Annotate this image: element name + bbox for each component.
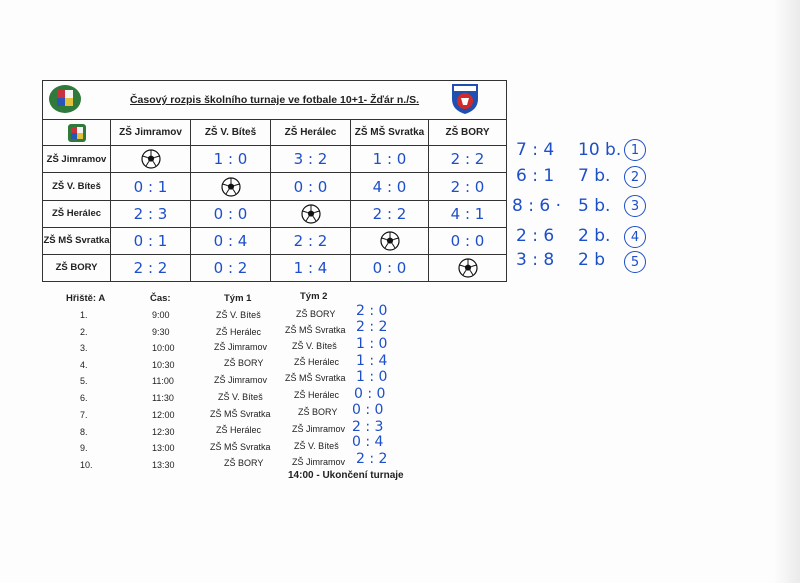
total-score: 6 : 1 xyxy=(516,166,555,186)
table-title: Časový rozpis školního turnaje ve fotbale 10+1- Žďár n./S. xyxy=(129,94,420,107)
match-number: 5. xyxy=(80,376,88,386)
match-score: 0 : 0 xyxy=(352,402,384,418)
page-edge-shadow xyxy=(774,0,800,583)
match-time: 10:30 xyxy=(152,360,175,370)
score-cell: 3 : 2 xyxy=(271,146,351,173)
total-points: 5 b. xyxy=(578,196,611,216)
match-team2: ZŠ Jimramov xyxy=(292,457,346,467)
tournament-end-note: 14:00 - Ukončení turnaje xyxy=(288,470,404,481)
score-cell: 2 : 3 xyxy=(111,200,191,227)
score-cell: 0 : 0 xyxy=(351,254,429,281)
match-score: 2 : 3 xyxy=(352,419,384,435)
match-team2: ZŠ V. Bíteš xyxy=(292,341,337,351)
total-score: 3 : 8 xyxy=(516,250,555,270)
match-time: 10:00 xyxy=(152,343,175,353)
table-row xyxy=(43,227,507,254)
match-number: 10. xyxy=(80,460,93,470)
total-points: 2 b xyxy=(578,250,606,270)
match-number: 2. xyxy=(80,327,88,337)
match-time: 11:00 xyxy=(152,376,174,386)
score-cell: 0 : 1 xyxy=(111,227,191,254)
score-cell: 2 : 2 xyxy=(429,146,507,173)
table-row xyxy=(43,173,507,200)
score-cell: 1 : 4 xyxy=(271,254,351,281)
table-row xyxy=(43,254,507,281)
football-icon xyxy=(221,177,241,197)
total-score: 2 : 6 xyxy=(516,226,555,246)
team1-header: Tým 1 xyxy=(224,293,252,304)
match-score: 1 : 0 xyxy=(356,336,388,352)
score-cell: 2 : 0 xyxy=(429,173,507,200)
match-team1: ZŠ V. Bíteš xyxy=(216,310,261,320)
regional-logo-icon xyxy=(48,84,82,114)
football-icon xyxy=(301,204,321,224)
row-header: ZŠ Jimramov xyxy=(43,146,111,173)
score-cell: 0 : 0 xyxy=(191,200,271,227)
district-logo-icon xyxy=(66,123,88,143)
score-cell: 0 : 1 xyxy=(111,173,191,200)
score-cell: 0 : 0 xyxy=(429,227,507,254)
match-team2: ZŠ Herálec xyxy=(294,390,340,400)
diagonal-cell xyxy=(111,146,191,173)
match-team1: ZŠ Herálec xyxy=(216,425,262,435)
match-team1: ZŠ MŠ Svratka xyxy=(210,442,271,452)
total-points: 7 b. xyxy=(578,166,611,186)
match-number: 6. xyxy=(80,393,88,403)
match-number: 7. xyxy=(80,410,88,420)
time-header: Čas: xyxy=(150,293,171,304)
place-circle: 4 xyxy=(624,226,646,248)
score-cell: 0 : 2 xyxy=(191,254,271,281)
match-score: 0 : 0 xyxy=(354,386,386,402)
col-header: ZŠ Jimramov xyxy=(111,120,191,146)
total-score: 7 : 4 xyxy=(516,140,555,160)
team2-header: Tým 2 xyxy=(300,291,328,302)
corner-logo-cell xyxy=(43,120,111,146)
row-header: ZŠ V. Bíteš xyxy=(43,173,111,200)
match-team2: ZŠ MŠ Svratka xyxy=(285,373,346,383)
match-team2: ZŠ V. Bíteš xyxy=(294,441,339,451)
diagonal-cell xyxy=(429,254,507,281)
table-title-cell xyxy=(43,81,507,120)
football-icon xyxy=(380,231,400,251)
score-cell: 2 : 2 xyxy=(111,254,191,281)
table-row xyxy=(43,146,507,173)
match-score: 1 : 0 xyxy=(356,369,388,385)
football-icon xyxy=(141,149,161,169)
row-header: ZŠ BORY xyxy=(43,254,111,281)
place-circle: 1 xyxy=(624,139,646,161)
match-score: 1 : 4 xyxy=(356,353,388,369)
match-number: 3. xyxy=(80,343,88,353)
match-team1: ZŠ BORY xyxy=(224,458,264,468)
match-number: 1. xyxy=(80,310,88,320)
match-team2: ZŠ BORY xyxy=(298,407,338,417)
match-time: 13:30 xyxy=(152,460,175,470)
results-crosstable xyxy=(42,80,507,282)
match-number: 4. xyxy=(80,360,88,370)
match-time: 12:30 xyxy=(152,427,175,437)
row-header: ZŠ MŠ Svratka xyxy=(43,227,111,254)
col-header: ZŠ Herálec xyxy=(271,120,351,146)
score-cell: 4 : 0 xyxy=(351,173,429,200)
match-number: 8. xyxy=(80,427,88,437)
match-time: 9:30 xyxy=(152,327,170,337)
football-association-logo-icon xyxy=(448,81,482,115)
match-score: 2 : 2 xyxy=(356,451,388,467)
place-circle: 2 xyxy=(624,166,646,188)
match-team1: ZŠ V. Bíteš xyxy=(218,392,263,402)
diagonal-cell xyxy=(191,173,271,200)
match-team1: ZŠ BORY xyxy=(224,358,264,368)
row-header: ZŠ Herálec xyxy=(43,200,111,227)
place-circle: 3 xyxy=(624,195,646,217)
col-header: ZŠ BORY xyxy=(429,120,507,146)
table-row xyxy=(43,200,507,227)
col-header: ZŠ V. Bíteš xyxy=(191,120,271,146)
match-team1: ZŠ MŠ Svratka xyxy=(210,409,271,419)
match-number: 9. xyxy=(80,443,88,453)
total-points: 2 b. xyxy=(578,226,611,246)
diagonal-cell xyxy=(351,227,429,254)
score-cell: 1 : 0 xyxy=(351,146,429,173)
match-score: 2 : 2 xyxy=(356,319,388,335)
score-cell: 1 : 0 xyxy=(191,146,271,173)
score-cell: 4 : 1 xyxy=(429,200,507,227)
field-header: Hřiště: A xyxy=(66,293,106,304)
score-cell: 0 : 0 xyxy=(271,173,351,200)
match-team2: ZŠ MŠ Svratka xyxy=(285,325,346,335)
match-time: 12:00 xyxy=(152,410,175,420)
place-circle: 5 xyxy=(624,251,646,273)
football-icon xyxy=(458,258,478,278)
match-time: 11:30 xyxy=(152,393,174,403)
header-row xyxy=(43,120,507,146)
match-team1: ZŠ Jimramov xyxy=(214,342,268,352)
col-header: ZŠ MŠ Svratka xyxy=(351,120,429,146)
total-score: 8 : 6 · xyxy=(512,196,561,216)
match-team1: ZŠ Jimramov xyxy=(214,375,268,385)
match-score: 0 : 4 xyxy=(352,434,384,450)
total-points: 10 b. xyxy=(578,140,622,160)
diagonal-cell xyxy=(271,200,351,227)
match-team2: ZŠ BORY xyxy=(296,309,336,319)
match-team2: ZŠ Jimramov xyxy=(292,424,346,434)
score-cell: 2 : 2 xyxy=(351,200,429,227)
match-time: 9:00 xyxy=(152,310,170,320)
match-team2: ZŠ Herálec xyxy=(294,357,340,367)
match-score: 2 : 0 xyxy=(356,303,388,319)
match-time: 13:00 xyxy=(152,443,175,453)
score-cell: 0 : 4 xyxy=(191,227,271,254)
match-team1: ZŠ Herálec xyxy=(216,327,262,337)
score-cell: 2 : 2 xyxy=(271,227,351,254)
